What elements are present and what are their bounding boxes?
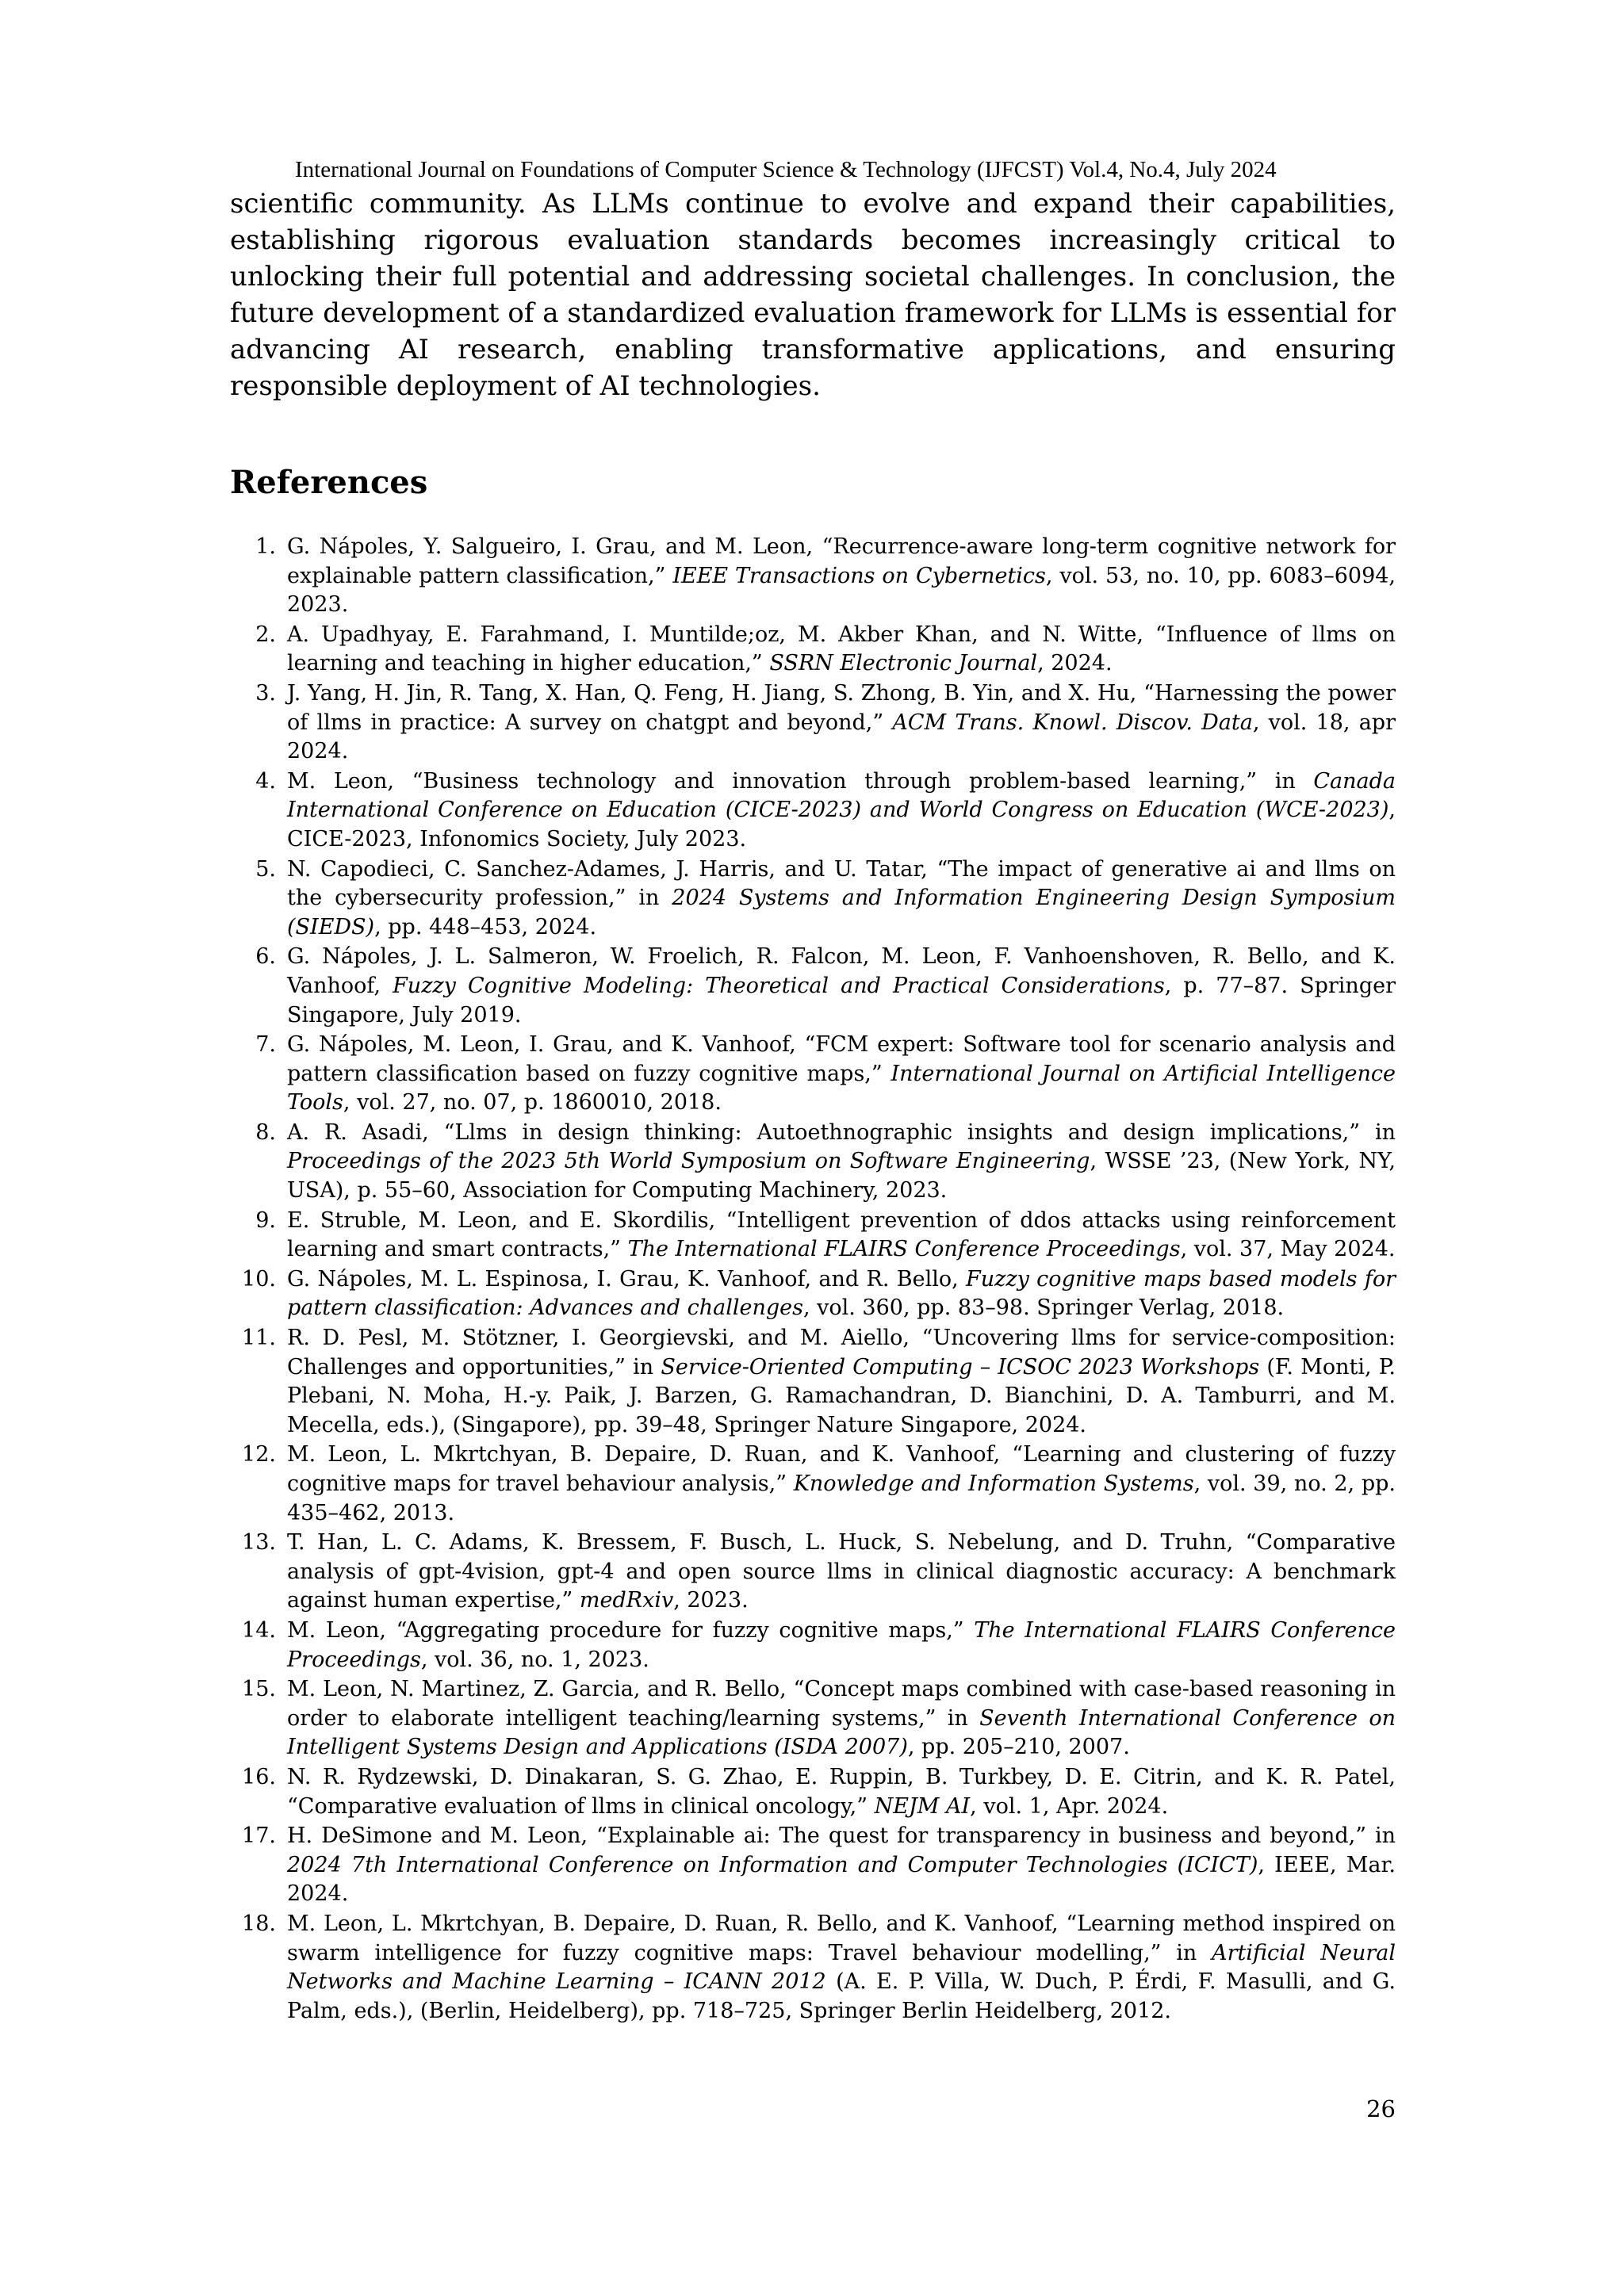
reference-item	[230, 1763, 1396, 1821]
reference-number: 11.	[242, 1326, 276, 1351]
reference-number: 7.	[255, 1032, 276, 1058]
reference-item	[230, 1617, 1396, 1674]
reference-authors-title: N. R. Rydzewski, D. Dinakaran, S. G. Zhao, E. Ruppin, B. Turkbey, D. E. Citrin, and K. R. Patel, “Comparative evaluation of llms in clinical oncology,”	[287, 1764, 1396, 1819]
reference-venue: Artificial Neural Networks and Machine Learning – ICANN 2012	[287, 1940, 1396, 1995]
reference-item	[230, 1822, 1396, 1909]
reference-item	[230, 533, 1396, 620]
reference-details: , vol. 27, no. 07, p. 1860010, 2018.	[343, 1090, 722, 1115]
reference-authors-title: A. R. Asadi, “Llms in design thinking: Autoethnographic insights and design implications,” in	[287, 1119, 1396, 1145]
reference-venue: The International FLAIRS Conference Proceedings	[627, 1237, 1181, 1262]
reference-number: 1.	[255, 534, 276, 559]
reference-authors-title: G. Nápoles, M. L. Espinosa, I. Grau, K. Vanhoof, and R. Bello,	[287, 1266, 967, 1292]
reference-authors-title: R. D. Pesl, M. Stötzner, I. Georgievski, and M. Aiello, “Uncovering llms for service-composition: Challenges and opportunities,” in	[287, 1326, 1396, 1380]
reference-venue: Seventh International Conference on Intelligent Systems Design and Applications (ISDA 2007)	[287, 1705, 1396, 1760]
reference-authors-title: G. Nápoles, J. L. Salmeron, W. Froelich, R. Falcon, M. Leon, F. Vanhoenshoven, R. Bello, and K. Vanhoof,	[287, 944, 1396, 998]
reference-authors-title: M. Leon, “Aggregating procedure for fuzzy cognitive maps,”	[287, 1617, 975, 1643]
reference-details: , pp. 205–210, 2007.	[907, 1735, 1130, 1760]
reference-details: , CICE-2023, Infonomics Society, July 2023.	[287, 798, 1396, 851]
reference-venue: 2024 Systems and Information Engineering Design Symposium (SIEDS)	[287, 886, 1396, 939]
reference-authors-title: M. Leon, “Business technology and innovation through problem-based learning,” in	[287, 768, 1314, 794]
reference-authors-title: M. Leon, L. Mkrtchyan, B. Depaire, D. Ruan, and K. Vanhoof, “Learning and clustering of fuzzy cognitive maps for travel behaviour analysis,”	[287, 1442, 1396, 1496]
reference-item	[230, 1910, 1396, 2026]
reference-number: 10.	[242, 1266, 276, 1292]
reference-details: , vol. 37, May 2024.	[1180, 1237, 1396, 1262]
reference-authors-title: H. DeSimone and M. Leon, “Explainable ai: The quest for transparency in business and beyond,” in	[287, 1823, 1396, 1849]
reference-item	[230, 1324, 1396, 1440]
reference-text	[287, 1324, 1396, 1440]
reference-venue: The International FLAIRS Conference Proceedings	[287, 1617, 1396, 1672]
reference-number: 13.	[242, 1530, 276, 1556]
reference-details: , vol. 36, no. 1, 2023.	[420, 1647, 649, 1672]
reference-item	[230, 855, 1396, 943]
reference-venue: Canada International Conference on Education (CICE-2023) and World Congress on Education (WCE-2023)	[287, 768, 1396, 823]
reference-item	[230, 1529, 1396, 1616]
reference-number: 16.	[242, 1764, 276, 1789]
section-title: References	[230, 464, 428, 501]
reference-venue: Fuzzy Cognitive Modeling: Theoretical and Practical Considerations	[393, 973, 1165, 998]
reference-number: 9.	[255, 1207, 276, 1233]
reference-text	[287, 1031, 1396, 1118]
reference-venue: IEEE Transactions on Cybernetics	[672, 563, 1046, 588]
reference-text	[287, 855, 1396, 943]
reference-text	[287, 1763, 1396, 1821]
reference-authors-title: A. Upadhyay, E. Farahmand, I. Muntilde;oz, M. Akber Khan, and N. Witte, “Influence of llms on learning and teaching in higher education,”	[287, 622, 1396, 676]
reference-venue: Knowledge and Information Systems	[793, 1471, 1194, 1496]
reference-details: , WSSE ’23, (New York, NY, USA), p. 55–60, Association for Computing Machinery, 2023.	[287, 1149, 1396, 1203]
reference-details: , vol. 39, no. 2, pp. 435–462, 2013.	[287, 1471, 1396, 1525]
reference-text	[287, 943, 1396, 1030]
reference-item	[230, 1119, 1396, 1206]
reference-venue: medRxiv	[579, 1588, 674, 1613]
reference-details: (A. E. P. Villa, W. Duch, P. Érdi, F. Masulli, and G. Palm, eds.), (Berlin, Heidelberg), pp. 718–725, Springer Berlin Heidelberg, 2012.	[287, 1969, 1396, 2023]
reference-text	[287, 1265, 1396, 1323]
reference-authors-title: G. Nápoles, Y. Salgueiro, I. Grau, and M. Leon, “Recurrence-aware long-term cognitive network for explainable pattern classification,”	[287, 534, 1396, 588]
references-list	[230, 533, 1396, 2026]
reference-number: 6.	[255, 944, 276, 970]
reference-number: 5.	[255, 856, 276, 882]
reference-details: , IEEE, Mar. 2024.	[287, 1852, 1396, 1907]
reference-item	[230, 1675, 1396, 1762]
reference-details: (F. Monti, P. Plebani, N. Moha, H.-y. Paik, J. Barzen, G. Ramachandran, D. Bianchini, D. A. Tamburri, and M. Mecella, eds.), (Singapore), pp. 39–48, Springer Nature Singapore, 2024.	[287, 1354, 1396, 1437]
reference-authors-title: N. Capodieci, C. Sanchez-Adames, J. Harris, and U. Tatar, “The impact of generative ai and llms on the cybersecurity profession,” in	[287, 856, 1396, 911]
reference-venue: SSRN Electronic Journal	[769, 651, 1038, 676]
reference-item	[230, 767, 1396, 855]
reference-item	[230, 1441, 1396, 1528]
reference-text	[287, 679, 1396, 767]
reference-authors-title: M. Leon, L. Mkrtchyan, B. Depaire, D. Ruan, R. Bello, and K. Vanhoof, “Learning method inspired on swarm intelligence for fuzzy cognitive maps: Travel behaviour modelling,” in	[287, 1911, 1396, 1965]
reference-details: , pp. 448–453, 2024.	[374, 914, 597, 939]
reference-text	[287, 1441, 1396, 1528]
reference-details: , vol. 18, apr 2024.	[287, 710, 1396, 764]
reference-number: 3.	[255, 680, 276, 706]
reference-text	[287, 1675, 1396, 1762]
reference-item	[230, 1207, 1396, 1265]
reference-number: 14.	[242, 1617, 276, 1643]
reference-details: , 2024.	[1037, 651, 1113, 676]
reference-venue: Fuzzy cognitive maps based models for pattern classification: Advances and challenges	[287, 1266, 1396, 1321]
reference-text	[287, 533, 1396, 620]
reference-number: 12.	[242, 1442, 276, 1468]
reference-item	[230, 1031, 1396, 1118]
reference-number: 8.	[255, 1119, 276, 1145]
reference-number: 15.	[242, 1677, 276, 1702]
reference-details: , vol. 1, Apr. 2024.	[970, 1793, 1169, 1819]
reference-details: , vol. 360, pp. 83–98. Springer Verlag, 2018.	[802, 1295, 1285, 1321]
reference-text	[287, 1822, 1396, 1909]
reference-venue: International Journal on Artificial Intelligence Tools	[287, 1061, 1396, 1115]
journal-header: International Journal on Foundations of Computer Science & Technology (IJFCST) Vol.4, No.4, July 2024	[295, 157, 1277, 182]
reference-authors-title: E. Struble, M. Leon, and E. Skordilis, “Intelligent prevention of ddos attacks using reinforcement learning and smart contracts,”	[287, 1207, 1396, 1262]
reference-venue: NEJM AI	[874, 1793, 971, 1819]
reference-authors-title: M. Leon, N. Martinez, Z. Garcia, and R. Bello, “Concept maps combined with case-based reasoning in order to elaborate intelligent teaching/learning systems,” in	[287, 1677, 1396, 1731]
reference-venue: ACM Trans. Knowl. Discov. Data	[892, 710, 1253, 735]
reference-venue: Service-Oriented Computing – ICSOC 2023 Workshops	[661, 1354, 1260, 1380]
reference-authors-title: G. Nápoles, M. Leon, I. Grau, and K. Vanhoof, “FCM expert: Software tool for scenario analysis and pattern classification based on fuzzy cognitive maps,”	[287, 1032, 1396, 1086]
reference-text	[287, 767, 1396, 855]
reference-text	[287, 1529, 1396, 1616]
reference-details: , 2023.	[673, 1588, 749, 1613]
reference-authors-title: J. Yang, H. Jin, R. Tang, X. Han, Q. Feng, H. Jiang, S. Zhong, B. Yin, and X. Hu, “Harnessing the power of llms in practice: A survey on chatgpt and beyond,”	[287, 680, 1396, 735]
reference-text	[287, 1207, 1396, 1265]
reference-text	[287, 621, 1396, 679]
reference-authors-title: T. Han, L. C. Adams, K. Bressem, F. Busch, L. Huck, S. Nebelung, and D. Truhn, “Comparative analysis of gpt-4vision, gpt-4 and open source llms in clinical diagnostic accuracy: A benchmark against human expertise,”	[287, 1530, 1396, 1613]
reference-item	[230, 621, 1396, 679]
reference-details: , vol. 53, no. 10, pp. 6083–6094, 2023.	[287, 563, 1396, 618]
reference-number: 2.	[255, 622, 276, 647]
reference-number: 18.	[242, 1911, 276, 1936]
reference-number: 17.	[242, 1823, 276, 1849]
reference-text	[287, 1910, 1396, 2026]
reference-text	[287, 1119, 1396, 1206]
reference-item	[230, 943, 1396, 1030]
reference-item	[230, 1265, 1396, 1323]
intro-text: scientific community. As LLMs continue to evolve and expand their capabilities, establishing rigorous evaluation standards becomes increasingly critical to unlocking their full potential and addressing societal challenges. In conclusion, the future development of a standardized evaluation framework for LLMs is essential for advancing AI research, enabling transformative applications, and ensuring responsible deployment of AI technologies.	[230, 188, 1396, 402]
reference-venue: 2024 7th International Conference on Information and Computer Technologies (ICICT)	[287, 1852, 1258, 1877]
reference-number: 4.	[255, 768, 276, 794]
page-number: 26	[1366, 2095, 1396, 2122]
intro-paragraph	[230, 186, 1396, 404]
reference-text	[287, 1617, 1396, 1674]
reference-venue: Proceedings of the 2023 5th World Symposium on Software Engineering	[287, 1149, 1090, 1174]
reference-item	[230, 679, 1396, 767]
reference-details: , p. 77–87. Springer Singapore, July 2019.	[287, 973, 1396, 1027]
